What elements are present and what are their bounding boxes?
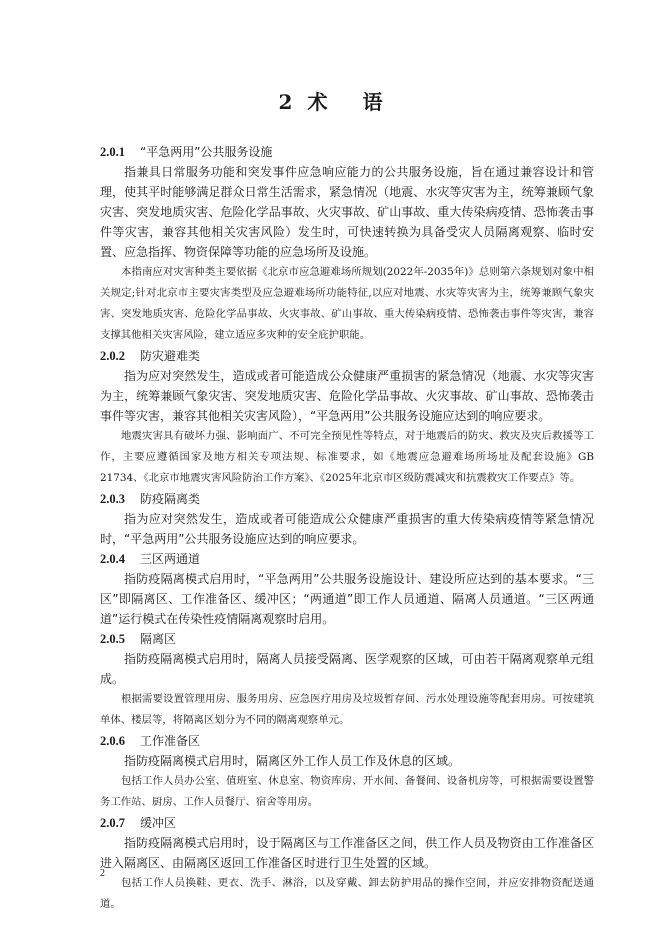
term-explanation: 包括工作人员办公室、值班室、休息室、物资库房、开水间、备餐间、设备机房等，可根据需要设置警务工作站、厨房、工作人员餐厅、宿舍等用房。 bbox=[100, 775, 594, 808]
term-definition: 指防疫隔离模式启用时，“平急两用”公共服务设施设计、建设所应达到的基本要求。“三区”即隔离区、工作准备区、缓冲区；“两通道”即工作人员通道、隔离人员通道。“三区两通道”运行模式在传染性疫情隔离观察时启用。 bbox=[100, 572, 594, 626]
term-section bbox=[100, 731, 594, 813]
term-heading bbox=[100, 489, 594, 509]
page-number: 2 bbox=[100, 868, 105, 879]
term-section bbox=[100, 813, 594, 915]
chapter-title-char-1: 术 bbox=[307, 90, 329, 114]
term-heading bbox=[100, 731, 594, 751]
term-explanation: 根据需要设置管理用房、服务用房、应急医疗用房及垃圾暂存间、污水处理设施等配套用房。可按建筑单体、楼层等，将隔离区划分为不同的隔离观察单元。 bbox=[100, 693, 594, 726]
term-explanation: 地震灾害具有破坏力强、影响面广、不可完全预见性等特点，对于地震后的防灾、救灾及灾后救援等工作，主要应遵循国家及地方相关专项法规、标准要求，如《地震应急避难场所场址及配套设施》GB 21734、《北京市地震灾害风险防治工作方案》、《2025年北京市区级防震减灾和抗震救灾工作要点》等。 bbox=[100, 430, 594, 484]
term-name: 工作准备区 bbox=[140, 734, 201, 748]
chapter-title-char-2: 语 bbox=[362, 90, 384, 114]
term-section bbox=[100, 489, 594, 549]
term-heading bbox=[100, 629, 594, 649]
term-section bbox=[100, 549, 594, 629]
term-number: 2.0.6 bbox=[100, 734, 125, 748]
term-definition: 指为应对突然发生，造成或者可能造成公众健康严重损害的紧急情况（地震、水灾等灾害为主，统筹兼顾气象灾害、突发地质灾害、危险化学品事故、火灾事故、矿山事故、恐怖袭击事件等灾害，兼容其他相关灾害风险），“平急两用”公共服务设施应达到的响应要求。 bbox=[100, 369, 594, 423]
chapter-title bbox=[0, 86, 662, 115]
term-section bbox=[100, 346, 594, 489]
term-definition: 指兼具日常服务功能和突发事件应急响应能力的公共服务设施，旨在通过兼容设计和管理，使其平时能够满足群众日常生活需求，紧急情况（地震、水灾等灾害为主，统筹兼顾气象灾害、突发地质灾害、危险化学品事故、火灾事故、矿山事故、重大传染病疫情、恐怖袭击事件等灾害，兼容其他相关灾害风险）发生时，可快速转换为具备受灾人员隔离观察、临时安置、应急指挥、物资保障等功能的应急场所及设施。 bbox=[100, 165, 594, 259]
term-heading bbox=[100, 813, 594, 833]
chapter-number: 2 bbox=[278, 90, 294, 114]
term-definition: 指防疫隔离模式启用时，隔离区外工作人员工作及休息的区域。 bbox=[124, 754, 461, 768]
term-name: 隔离区 bbox=[140, 632, 177, 646]
term-number: 2.0.5 bbox=[100, 632, 125, 646]
term-definition: 指为应对突然发生，造成或者可能造成公众健康严重损害的重大传染病疫情等紧急情况时，“平急两用”公共服务设施应达到的响应要求。 bbox=[100, 512, 594, 546]
term-explanation: 包括工作人员换鞋、更衣、洗手、淋浴，以及穿戴、卸去防护用品的操作空间，并应安排物资配送通道。 bbox=[100, 877, 594, 910]
term-heading bbox=[100, 549, 594, 569]
term-number: 2.0.4 bbox=[100, 552, 125, 566]
term-number: 2.0.7 bbox=[100, 816, 125, 830]
term-section bbox=[100, 142, 594, 346]
term-number: 2.0.3 bbox=[100, 492, 125, 506]
term-section bbox=[100, 629, 594, 731]
term-heading bbox=[100, 346, 594, 366]
term-name: 防灾避难类 bbox=[140, 349, 201, 363]
term-number: 2.0.2 bbox=[100, 349, 125, 363]
term-name: 缓冲区 bbox=[140, 816, 177, 830]
terms-list bbox=[100, 142, 594, 915]
term-number: 2.0.1 bbox=[100, 145, 125, 159]
term-definition: 指防疫隔离模式启用时，设于隔离区与工作准备区之间，供工作人员及物资由工作准备区进入隔离区、由隔离区返回工作准备区时进行卫生处置的区域。 bbox=[100, 836, 594, 870]
term-name: 防疫隔离类 bbox=[140, 492, 201, 506]
term-name: “平急两用”公共服务设施 bbox=[140, 145, 273, 159]
term-explanation: 本指南应对灾害种类主要依据《北京市应急避难场所规划(2022年-2035年)》总则第六条规划对象中相关规定;针对北京市主要灾害类型及应急避难场所功能特征,以应对地震、水灾等灾害为主，统筹兼顾气象灾害、突发地质灾害、危险化学品事故、火灾事故、矿山事故、重大传染病疫情、恐怖袭击事件等灾害，兼容支撑其他相关灾害风险，建立适应多灾种的安全庇护职能。 bbox=[100, 266, 594, 341]
term-definition: 指防疫隔离模式启用时，隔离人员接受隔离、医学观察的区域，可由若干隔离观察单元组成。 bbox=[100, 652, 594, 686]
term-name: 三区两通道 bbox=[140, 552, 201, 566]
term-heading bbox=[100, 142, 594, 162]
